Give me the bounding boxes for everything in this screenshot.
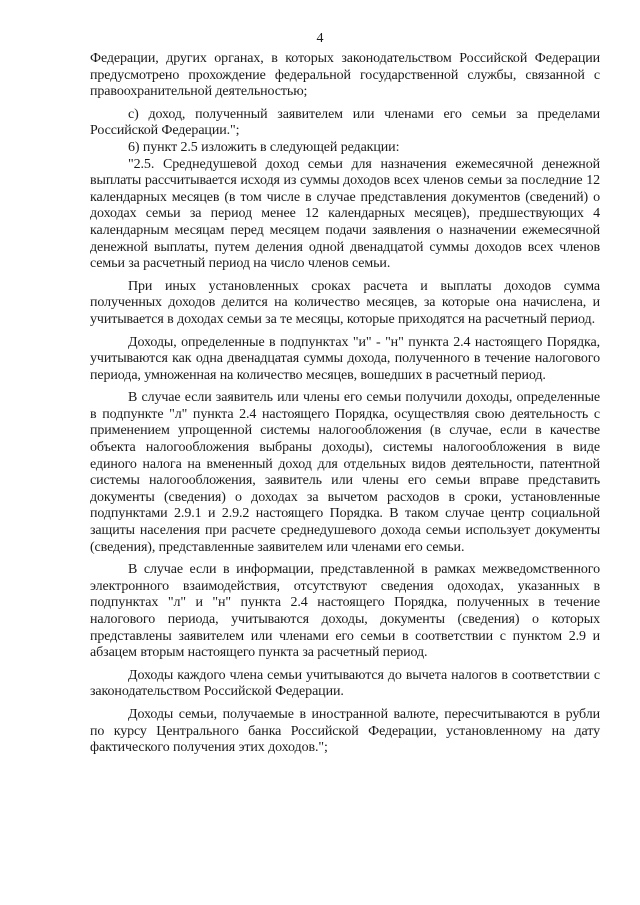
- paragraph-other-terms: При иных установленных сроках расчета и выплаты доходов сумма полученных доходов делится на количество месяцев, за которые она начислена, и учитывается в доходах семьи за те месяцы, которые приходятся на расчетный период.: [90, 278, 600, 327]
- page-number: 4: [316, 31, 324, 46]
- paragraph-continuation: Федерации, других органах, в которых законодательством Российской Федерации предусмотрено прохождение федеральной государственной службы, связанной с правоохранительной деятельностью;: [90, 51, 600, 100]
- paragraph-simplified-taxation: В случае если заявитель или члены его семьи получили доходы, определенные в подпункте "л" пункта 2.4 настоящего Порядка, осуществляя свою деятельность с применением упрощенной системы налогообложения (в случае, если в качестве объекта налогообложения выбраны доходы), системы налогообложения в виде единого налога на вмененный доход для отдельных видов деятельности, патентной системы налогообложения, заявитель или члены его семьи вправе представить документы (сведения) о доходах за вычетом расходов в сроки, установленные подпунктами 2.9.1 и 2.9.2 настоящего Порядка. В таком случае центр социальной защиты населения при расчете среднедушевого дохода семьи использует документы (сведения), представленные заявителем или членами его семьи.: [90, 390, 600, 555]
- paragraph-tax-period-income: Доходы, определенные в подпунктах "и" - "н" пункта 2.4 настоящего Порядка, учитываются как одна двенадцатая суммы дохода, полученного в течение налогового периода, умноженная на количество месяцев, вошедших в расчетный период.: [90, 334, 600, 383]
- document-body: [90, 51, 600, 757]
- paragraph-foreign-currency: Доходы семьи, получаемые в иностранной валюте, пересчитываются в рубли по курсу Центрального банка Российской Федерации, установленному на дату фактического получения этих доходов.";: [90, 706, 600, 756]
- paragraph-interagency-info: В случае если в информации, представленной в рамках межведомственного электронного взаимодействия, отсутствуют сведения одоходах, указанных в подпунктах "л" и "н" пункта 2.4 настоящего Порядка, полученных в течение налогового периода, учитываются доходы, документы (сведения) о которых представлены заявителем или членами его семьи в соответствии с пунктом 2.9 и абзацем вторым настоящего пункта за расчетный период.: [90, 562, 600, 661]
- paragraph-before-taxes: Доходы каждого члена семьи учитываются до вычета налогов в соответствии с законодательством Российской Федерации.: [90, 667, 600, 700]
- paragraph-2-5: "2.5. Среднедушевой доход семьи для назначения ежемесячной денежной выплаты рассчитывается исходя из суммы доходов всех членов семьи за последние 12 календарных месяцев (в том числе в случае представления документов (сведений) о доходах семьи за период менее 12 календарных месяцев), предшествующих 4 календарным месяцам перед месяцем подачи заявления о назначении ежемесячной денежной выплаты, путем деления одной двенадцатой суммы доходов всех членов семьи за расчетный период на число членов семьи.: [90, 156, 600, 272]
- paragraph-item-6: 6) пункт 2.5 изложить в следующей редакции:: [128, 139, 400, 155]
- paragraph-subitem-c: с) доход, полученный заявителем или членами его семьи за пределами Российской Федерации.";: [90, 106, 600, 139]
